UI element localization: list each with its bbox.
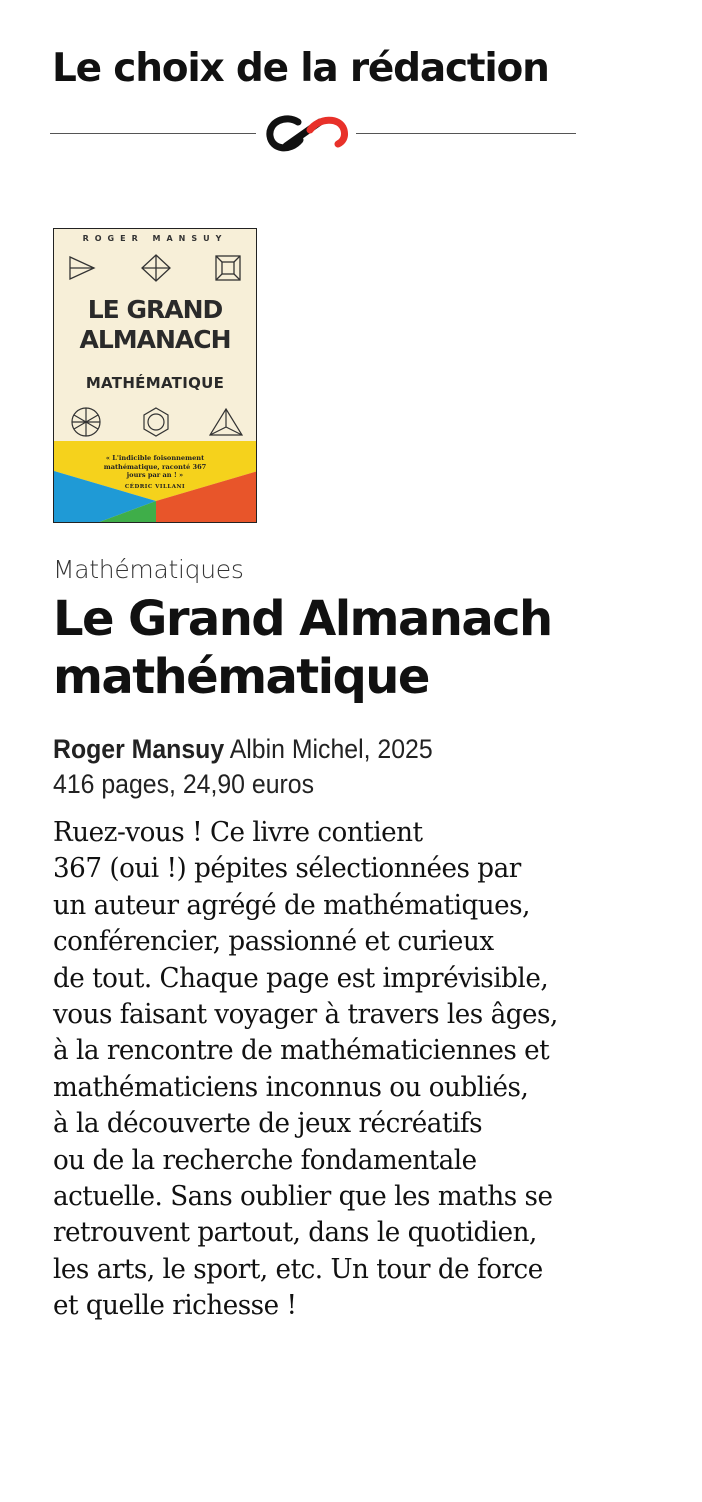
divider-right bbox=[356, 133, 576, 134]
geometric-shapes-icon bbox=[64, 253, 248, 283]
divider-left bbox=[50, 133, 256, 134]
cover-quote-author: CÉDRIC VILLANI bbox=[124, 483, 186, 490]
cover-quote bbox=[94, 454, 216, 491]
polyhedra-icon bbox=[64, 405, 248, 439]
cover-author: ROGER MANSUY bbox=[82, 234, 228, 243]
book-publisher-year: Albin Michel, 2025 bbox=[229, 734, 433, 764]
category-label: Mathématiques bbox=[53, 555, 244, 584]
link-loop-icon bbox=[258, 108, 354, 158]
cover-subtitle: MATHÉMATIQUE bbox=[85, 374, 225, 392]
cover-title-line-1: LE GRAND bbox=[87, 295, 223, 324]
book-meta bbox=[53, 732, 623, 802]
cover-title-line-2: ALMANACH bbox=[79, 325, 231, 354]
book-review: Ruez-vous ! Ce livre contient 367 (oui !) pépites sélectionnées par un auteur agrégé de mathématiques, conférencier, passionné et curieux de tout. Chaque page est imprévisible, vous faisant voyager à travers les âges, à la rencontre de mathématiciennes et mathématiciens inconnus ou oubliés, à la découverte de jeux récréatifs ou de la recherche fondamentale actuelle. Sans oublier que les maths se retrouvent partout, dans le quotidien, les arts, le sport, etc. Un tour de force et quelle richesse ! bbox=[53, 817, 558, 1322]
section-title: Le choix de la rédaction bbox=[52, 46, 549, 91]
book-author: Roger Mansuy bbox=[53, 734, 225, 764]
cover-title bbox=[54, 295, 256, 355]
book-title: Le Grand Almanach mathématique bbox=[53, 591, 552, 705]
cover-quote-text: « L'indicible foisonnement mathématique, raconté 367 jours par an ! » bbox=[103, 454, 207, 479]
book-pages-price: 416 pages, 24,90 euros bbox=[53, 769, 315, 799]
book-cover[interactable] bbox=[53, 228, 257, 523]
